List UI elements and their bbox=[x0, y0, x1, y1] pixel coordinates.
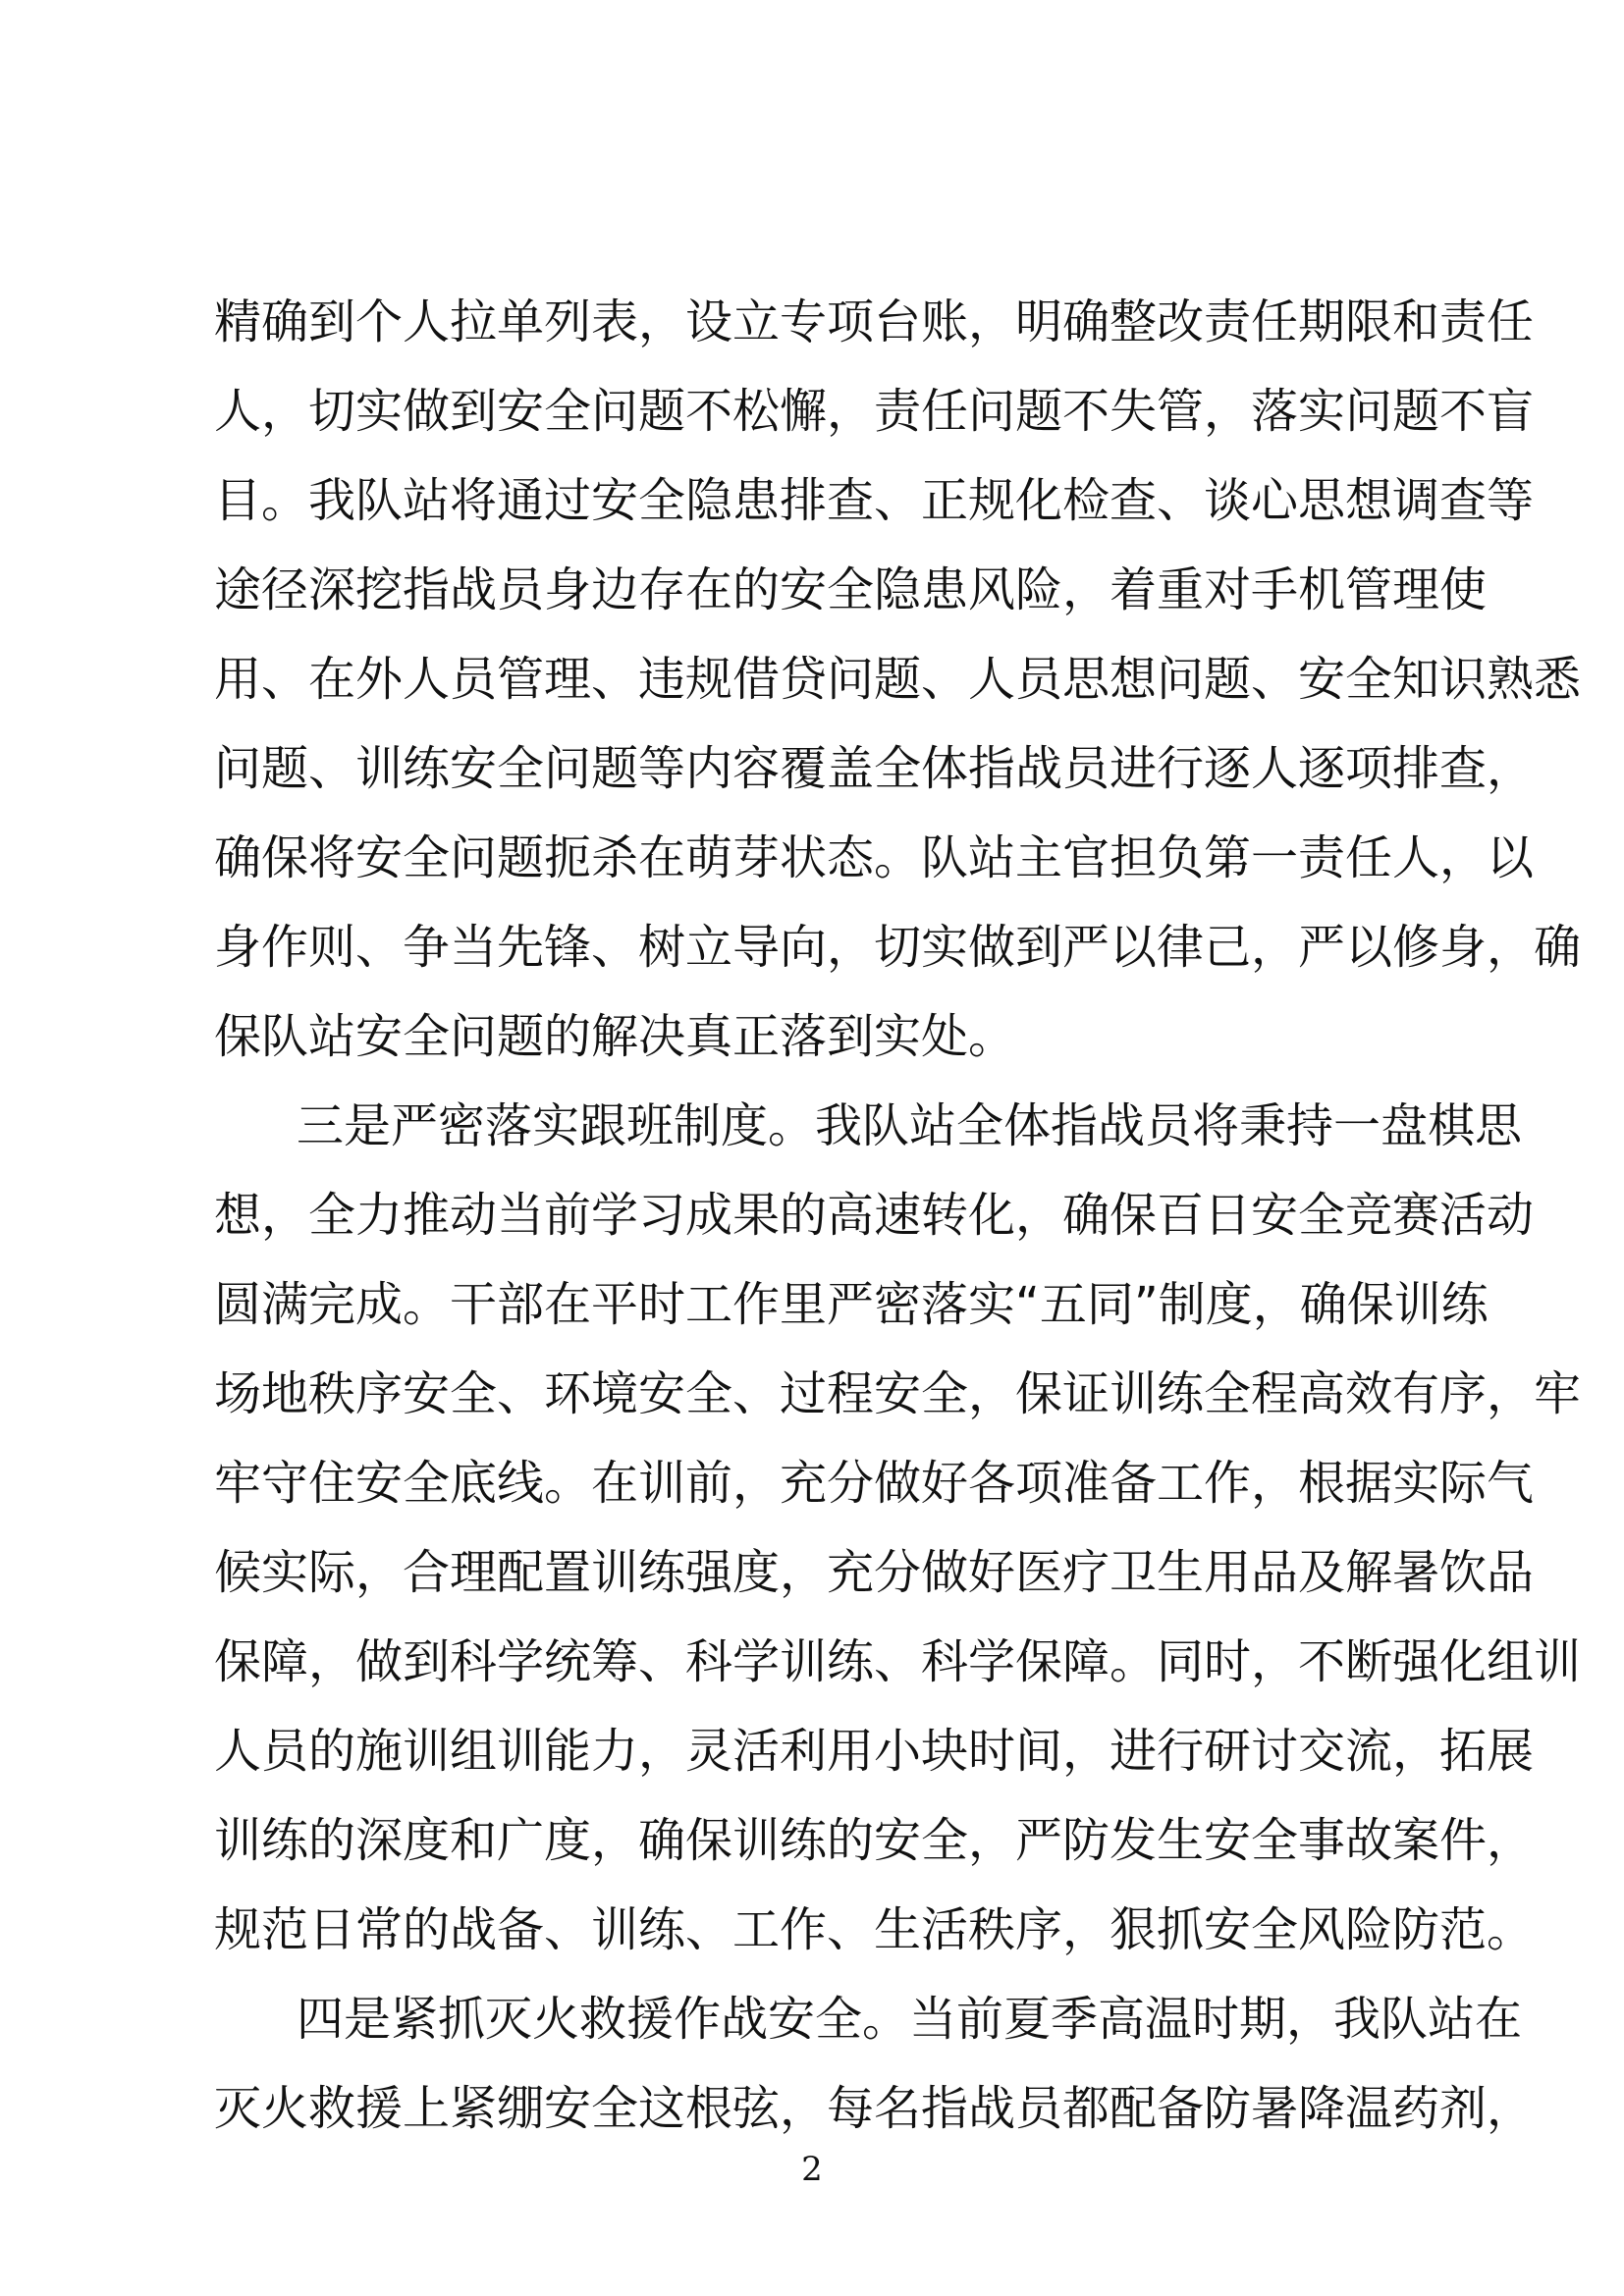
text-line: 人，切实做到安全问题不松懈，责任问题不失管，落实问题不盲 bbox=[214, 384, 1535, 439]
text-line: 候实际，合理配置训练强度，充分做好医疗卫生用品及解暑饮品 bbox=[214, 1545, 1535, 1600]
text-line: 圆满完成。干部在平时工作里严密落实“五同”制度，确保训练 bbox=[214, 1277, 1489, 1332]
text-line: 想，全力推动当前学习成果的高速转化，确保百日安全竞赛活动 bbox=[214, 1188, 1535, 1243]
text-line: 训练的深度和广度，确保训练的安全，严防发生安全事故案件， bbox=[214, 1813, 1535, 1868]
text-line: 牢守住安全底线。在训前，充分做好各项准备工作，根据实际气 bbox=[214, 1456, 1535, 1511]
text-line: 规范日常的战备、训练、工作、生活秩序，狠抓安全风险防范。 bbox=[214, 1902, 1535, 1957]
text-line: 身作则、争当先锋、树立导向，切实做到严以律己，严以修身，确 bbox=[214, 920, 1582, 975]
text-line: 用、在外人员管理、违规借贷问题、人员思想问题、安全知识熟悉 bbox=[214, 652, 1582, 707]
text-line: 途径深挖指战员身边存在的安全隐患风险，着重对手机管理使 bbox=[214, 562, 1488, 617]
page-number: 2 bbox=[801, 2150, 823, 2189]
text-line: 保障，做到科学统筹、科学训练、科学保障。同时，不断强化组训 bbox=[214, 1634, 1582, 1689]
paragraph-first-line: 三是严密落实跟班制度。我队站全体指战员将秉持一盘棋思 bbox=[297, 1098, 1523, 1153]
text-line: 问题、训练安全问题等内容覆盖全体指战员进行逐人逐项排查， bbox=[214, 741, 1535, 796]
text-line: 精确到个人拉单列表，设立专项台账，明确整改责任期限和责任 bbox=[214, 294, 1535, 349]
text-line: 保队站安全问题的解决真正落到实处。 bbox=[214, 1009, 1016, 1064]
text-line: 场地秩序安全、环境安全、过程安全，保证训练全程高效有序，牢 bbox=[214, 1366, 1582, 1421]
text-line: 确保将安全问题扼杀在萌芽状态。队站主官担负第一责任人，以 bbox=[214, 830, 1535, 885]
paragraph-first-line: 四是紧抓灭火救援作战安全。当前夏季高温时期，我队站在 bbox=[297, 1992, 1523, 2047]
text-line: 目。我队站将通过安全隐患排查、正规化检查、谈心思想调查等 bbox=[214, 473, 1535, 528]
text-line: 人员的施训组训能力，灵活利用小块时间，进行研讨交流，拓展 bbox=[214, 1724, 1535, 1779]
text-line: 灭火救援上紧绷安全这根弦，每名指战员都配备防暑降温药剂， bbox=[214, 2081, 1535, 2136]
